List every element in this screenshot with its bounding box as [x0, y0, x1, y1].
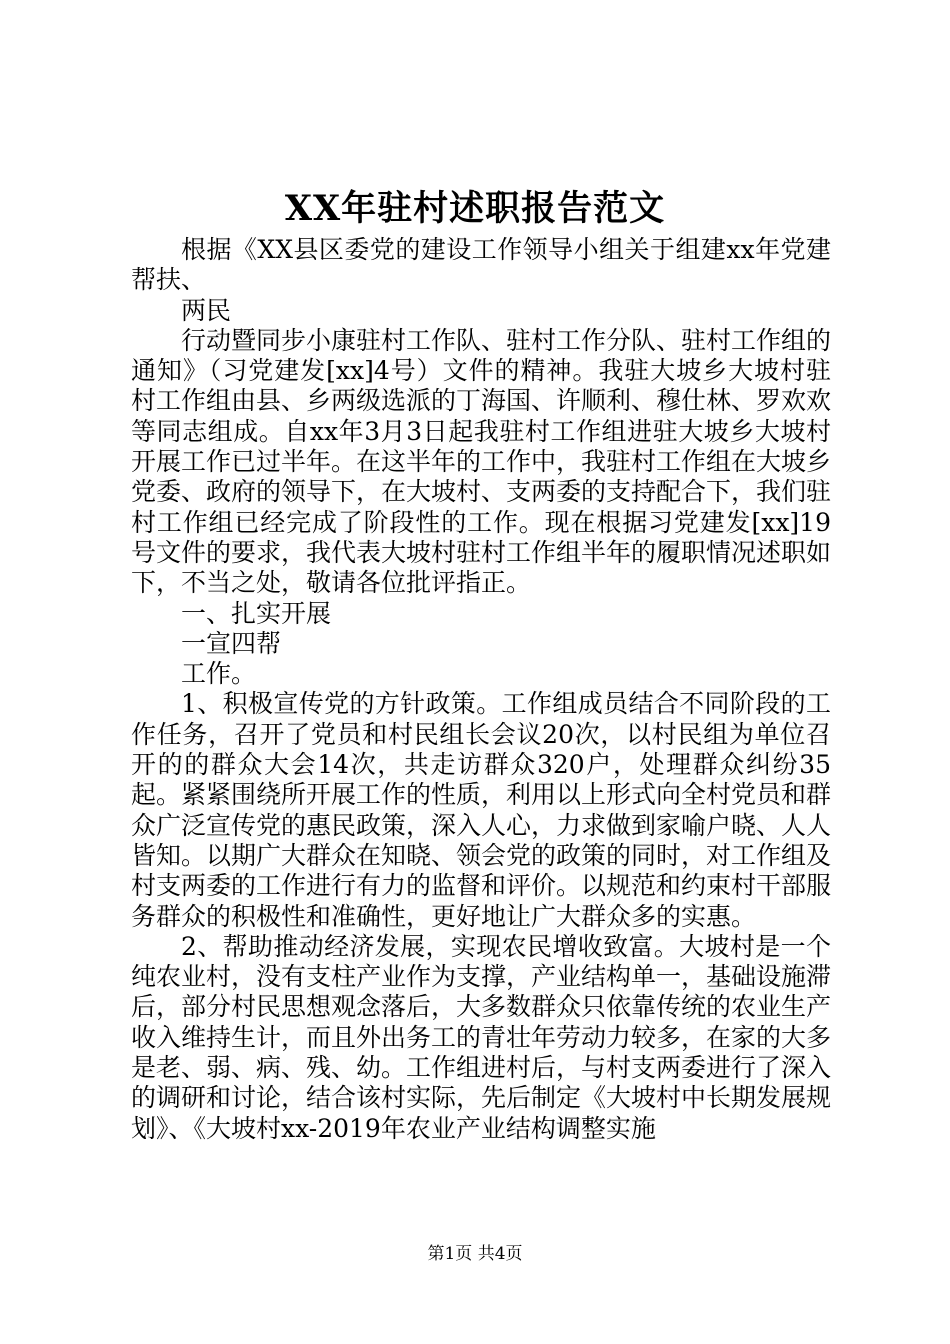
paragraph-background: 行动暨同步小康驻村工作队、驻村工作分队、驻村工作组的通知》（习党建发[xx]4号）文件的精神。我驻大坡乡大坡村驻村工作组由县、乡两级选派的丁海国、许顺利、穆仕林、罗欢欢等同志组成。自xx年3月3日起我驻村工作组进驻大坡乡大坡村开展工作已过半年。在这半年的工作中，我驻村工作组在大坡乡党委、政府的领导下，在大坡村、支两委的支持配合下，我们驻村工作组已经完成了阶段性的工作。现在根据习党建发[xx]19号文件的要求，我代表大坡村驻村工作组半年的履职情况述职如下，不当之处，敬请各位批评指正。	[131, 325, 832, 598]
section-heading-fragment: 一宣四帮	[181, 628, 282, 658]
section-heading-tail: 工作。	[181, 659, 257, 689]
page-footer: 第1页 共4页	[427, 1244, 523, 1264]
document-title: XX年驻村述职报告范文	[284, 188, 666, 229]
paragraph-fragment: 两民	[181, 295, 232, 325]
paragraph-intro: 根据《XX县区委党的建设工作领导小组关于组建xx年党建帮扶、	[131, 235, 831, 295]
document-body	[131, 235, 831, 1144]
paragraph-item-2: 2、帮助推动经济发展，实现农民增收致富。大坡村是一个纯农业村，没有支柱产业作为支撑，产业结构单一，基础设施滞后，部分村民思想观念落后，大多数群众只依靠传统的农业生产收入维持生计，而且外出务工的青壮年劳动力较多，在家的大多是老、弱、病、残、幼。工作组进村后，与村支两委进行了深入的调研和讨论，结合该村实际，先后制定《大坡村中长期发展规划》、《大坡村xx-2019年农业产业结构调整实施	[131, 931, 832, 1143]
section-heading-1: 一、扎实开展	[181, 598, 332, 628]
paragraph-item-1: 1、积极宣传党的方针政策。工作组成员结合不同阶段的工作任务，召开了党员和村民组长会议20次，以村民组为单位召开的的群众大会14次，共走访群众320户，处理群众纠纷35起。紧紧围绕所开展工作的性质，利用以上形式向全村党员和群众广泛宣传党的惠民政策，深入人心，力求做到家喻户晓、人人皆知。以期广大群众在知晓、领会党的政策的同时，对工作组及村支两委的工作进行有力的监督和评价。以规范和约束村干部服务群众的积极性和准确性，更好地让广大群众多的实惠。	[131, 689, 832, 931]
